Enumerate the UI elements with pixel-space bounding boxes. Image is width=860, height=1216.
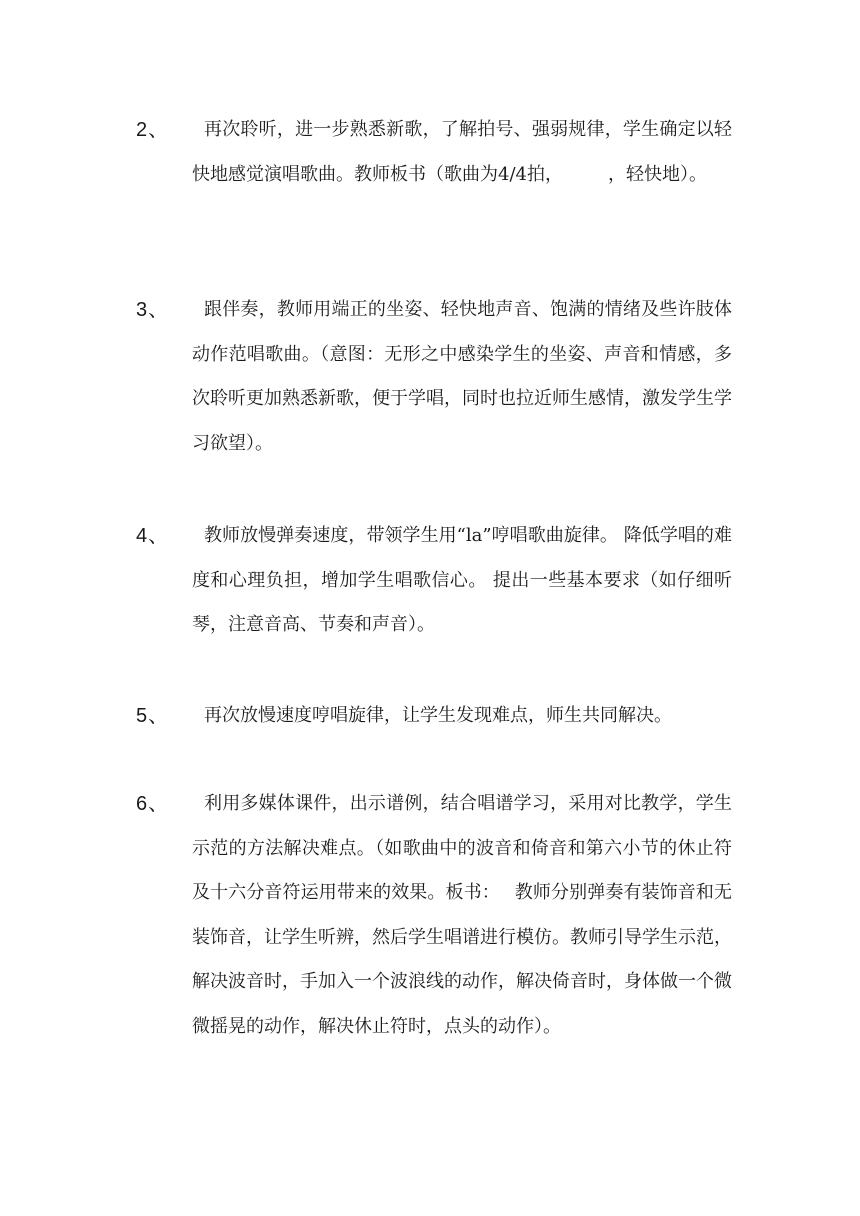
item-number: 5、: [136, 705, 170, 727]
item-number: 4、: [136, 525, 170, 547]
item-number: 3、: [136, 299, 170, 321]
item-number: 6、: [136, 793, 170, 815]
item-number: 2、: [136, 119, 170, 141]
item-text: 教师放慢弹奏速度，带领学生用“la”哼唱歌曲旋律。 降低学唱的难度和心理负担，增加学生唱歌信心。 提出一些基本要求（如仔细听琴，注意音高、节奏和声音）。: [192, 525, 732, 635]
item-text: 利用多媒体课件，出示谱例，结合唱谱学习，采用对比教学，学生示范的方法解决难点。（如歌曲中的波音和倚音和第六小节的休止符及十六分音符运用带来的效果。板书： 教师分别弹奏有装饰音和无装饰音，让学生听辨，然后学生唱谱进行模仿。教师引导学生示范，解决波音时，手加入一个波浪线的动作，解决倚音时，身体做一个微微摇晃的动作，解决休止符时，点头的动作）。: [192, 793, 732, 1037]
item-text: 再次放慢速度哼唱旋律，让学生发现难点，师生共同解决。: [204, 705, 672, 726]
item-text: 再次聆听，进一步熟悉新歌，了解拍号、强弱规律，学生确定以轻快地感觉演唱歌曲。教师板书（歌曲为4/4拍， ，轻快地）。: [192, 119, 732, 185]
item-text: 跟伴奏，教师用端正的坐姿、轻快地声音、饱满的情绪及些许肢体动作范唱歌曲。（意图：无形之中感染学生的坐姿、声音和情感，多次聆听更加熟悉新歌，便于学唱，同时也拉近师生感情，激发学生学习欲望）。: [192, 299, 732, 454]
